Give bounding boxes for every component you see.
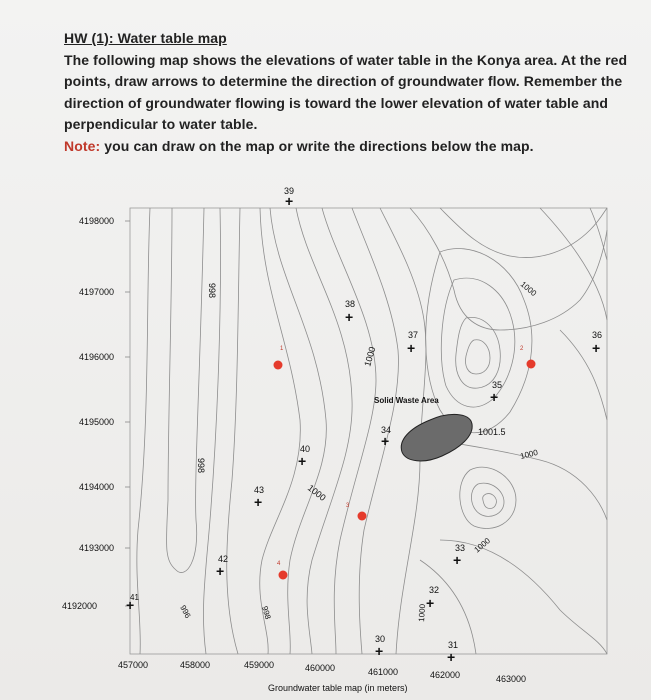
contour-lines: [137, 208, 607, 654]
contour-label: 998: [207, 283, 217, 299]
y-tick-label: 4195000: [79, 417, 115, 427]
well: [216, 554, 228, 579]
contour-label: 1000: [362, 345, 378, 368]
well-label: 36: [592, 330, 603, 340]
x-tick-label: 460000: [305, 663, 336, 673]
svg-text:+: +: [254, 494, 263, 510]
well-label: 38: [345, 299, 356, 309]
red-point-label: 3: [346, 503, 350, 509]
well-label: 31: [448, 640, 459, 650]
y-tick-label: 4193000: [79, 543, 115, 553]
x-tick-label: 458000: [180, 660, 211, 670]
svg-text:+: +: [285, 193, 294, 209]
red-point: [274, 361, 283, 370]
contour-label: 1000: [518, 279, 539, 298]
well: [284, 186, 294, 209]
well: [453, 543, 465, 568]
well: [426, 585, 439, 611]
svg-text:+: +: [345, 309, 354, 325]
well-label: 37: [408, 330, 419, 340]
svg-text:+: +: [407, 340, 416, 356]
well: [126, 593, 139, 613]
contour-label: 996: [178, 603, 193, 620]
assignment-title: HW (1): Water table map: [64, 30, 227, 46]
well-label: 33: [455, 543, 466, 553]
red-point-label: 2: [520, 346, 524, 352]
contour-labels: [178, 280, 539, 623]
svg-text:+: +: [126, 597, 135, 613]
well-label: 39: [284, 186, 295, 196]
well: [298, 444, 310, 469]
well: [375, 634, 385, 659]
well-label: 42: [218, 554, 229, 564]
solid-waste-area-label: Solid Waste Area: [374, 396, 439, 405]
well-label: 34: [381, 425, 392, 435]
well: [592, 330, 602, 356]
assignment-body: The following map shows the elevations of water table in the Konya area. At the red points, draw arrows to determine the direction of groundwater flow. Remember the direction of groundwater flowing is toward the lower elevation of water table and perpendicular to water table.: [64, 51, 628, 132]
x-tick-label: 457000: [118, 660, 149, 670]
well: [447, 640, 458, 665]
svg-text:+: +: [592, 340, 601, 356]
red-point-label: 1: [280, 346, 284, 352]
note-label: Note:: [64, 137, 101, 154]
note-text: you can draw on the map or write the directions below the map.: [100, 137, 534, 154]
well-label: 35: [492, 380, 503, 390]
contour-label: 1000: [417, 603, 428, 623]
svg-text:+: +: [453, 552, 462, 568]
x-axis-label: Groundwater table map (in meters): [268, 683, 408, 693]
well: [381, 425, 391, 449]
solid-waste-area: [401, 414, 472, 461]
red-point: [358, 512, 367, 521]
contour-label: 1000: [472, 536, 492, 555]
well: [490, 380, 502, 405]
well: [407, 330, 418, 356]
svg-text:+: +: [426, 595, 435, 611]
well-label: 43: [254, 485, 265, 495]
well-label: 30: [375, 634, 386, 644]
x-tick-label: 462000: [430, 670, 461, 680]
svg-text:+: +: [298, 453, 307, 469]
y-tick-label: 4194000: [79, 482, 115, 492]
red-point-label: 4: [277, 561, 281, 567]
red-point: [527, 360, 536, 369]
well: [345, 299, 355, 325]
well-label: 40: [300, 444, 311, 454]
svg-text:+: +: [375, 643, 384, 659]
y-tick-label: 4198000: [79, 216, 115, 226]
y-tick-label: 4197000: [79, 287, 115, 297]
contour-label: 998: [196, 458, 206, 474]
y-tick-label: 4196000: [79, 352, 115, 362]
contour-label: 1000: [305, 482, 328, 503]
well-label: 32: [429, 585, 440, 595]
well-label: 41: [130, 593, 139, 602]
y-tick-label: 4192000: [62, 601, 98, 611]
x-tick-label: 461000: [368, 667, 399, 677]
svg-text:+: +: [381, 433, 390, 449]
x-tick-label: 459000: [244, 660, 275, 670]
y-axis: [62, 216, 130, 611]
svg-text:+: +: [490, 389, 499, 405]
svg-text:+: +: [447, 649, 456, 665]
x-axis: [118, 660, 526, 693]
svg-text:+: +: [216, 563, 225, 579]
well: [254, 485, 264, 510]
contour-label: 1001.5: [478, 427, 506, 437]
red-point: [279, 571, 288, 580]
contour-label: 1000: [519, 447, 539, 461]
contour-label: 998: [260, 605, 273, 621]
x-tick-label: 463000: [496, 674, 527, 684]
